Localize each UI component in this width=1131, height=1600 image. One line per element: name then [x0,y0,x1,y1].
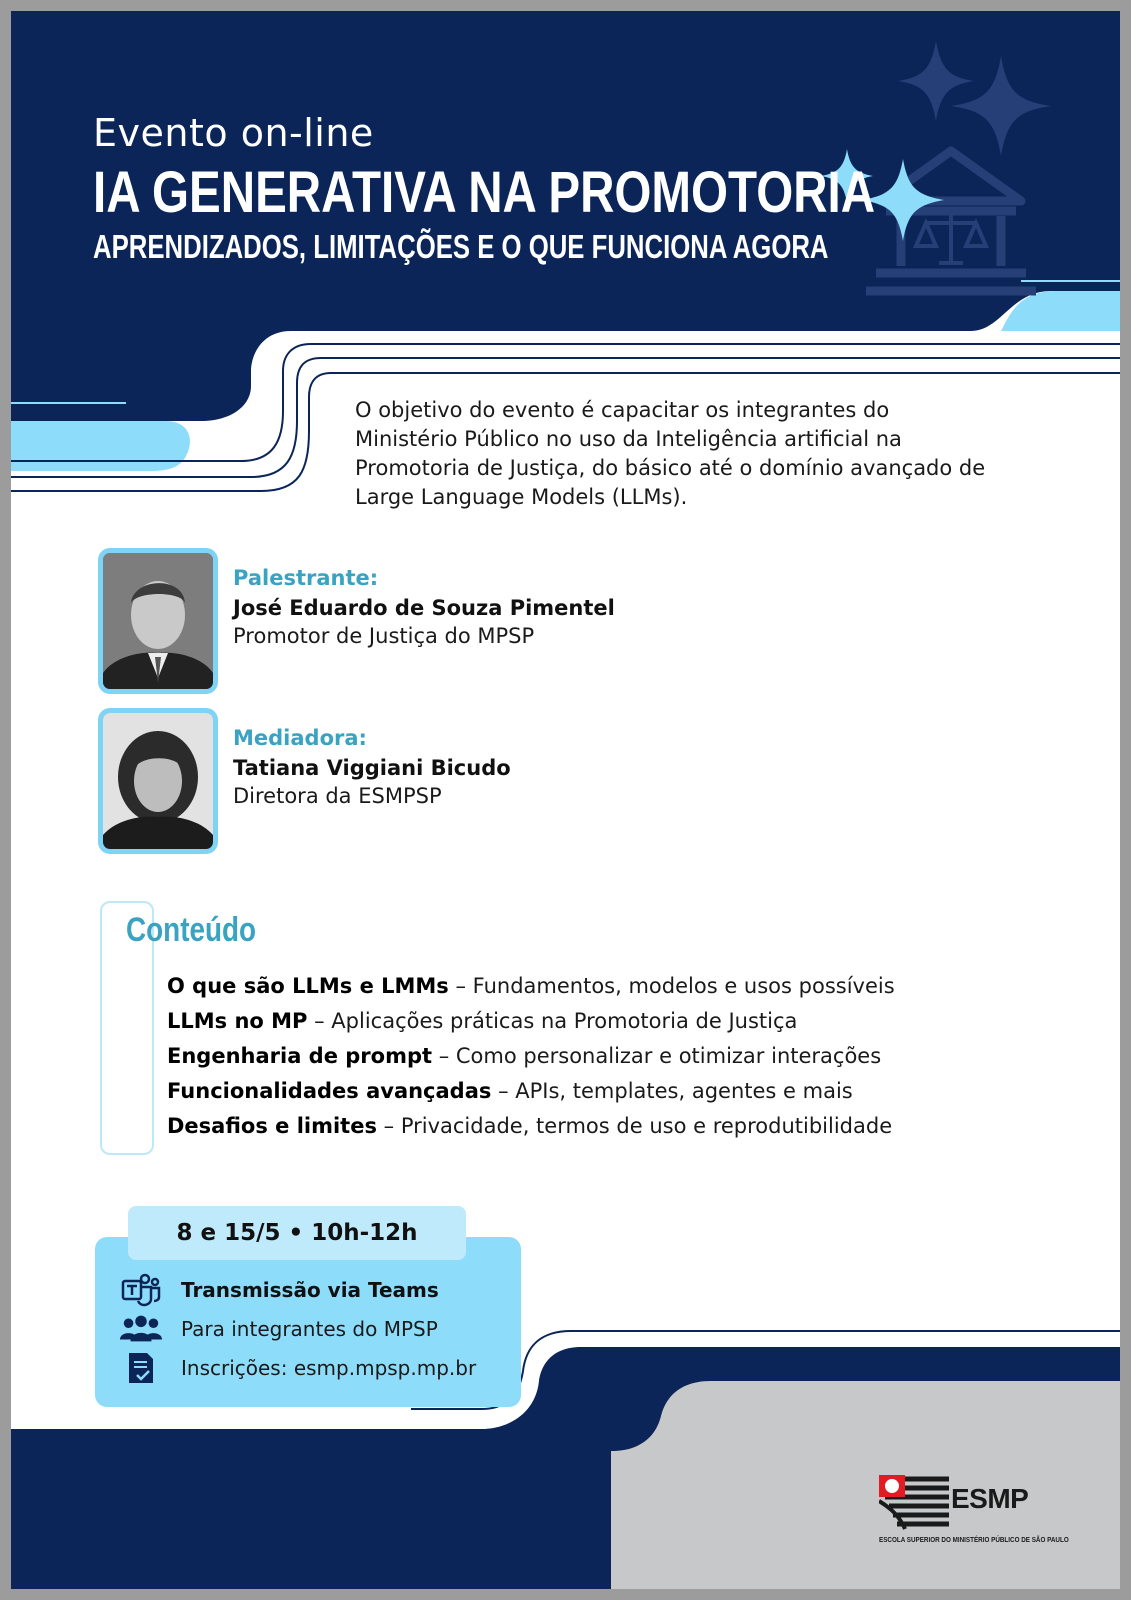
logo-caption: ESCOLA SUPERIOR DO MINISTÉRIO PÚBLICO DE SÃO PAULO [879,1537,1069,1544]
content-desc: – Como personalizar e otimizar interações [432,1044,882,1068]
content-topic: LLMs no MP [167,1009,308,1033]
content-desc: – APIs, templates, agentes e mais [491,1079,853,1103]
mediator-card [98,708,998,858]
registration-text: Inscrições: esmp.mpsp.mp.br [181,1356,477,1380]
content-desc: – Privacidade, termos de uso e reprodutibilidade [376,1114,893,1138]
content-heading: Conteúdo [126,911,257,949]
event-type-label: Evento on-line [93,111,374,155]
event-title: IA GENERATIVA NA PROMOTORIA [93,160,876,225]
content-topic: Funcionalidades avançadas [167,1079,492,1103]
mediator-role: Mediadora: [233,726,367,750]
people-group-icon [119,1312,163,1346]
teams-icon [119,1273,163,1307]
mediator-title: Diretora da ESMPSP [233,784,442,808]
mediator-name: Tatiana Viggiani Bicudo [233,756,511,780]
content-item [167,1074,895,1109]
mediator-photo [98,708,218,854]
content-topic: O que são LLMs e LMMs [167,974,449,998]
content-item [167,1039,895,1074]
transmission-row [119,1273,439,1307]
event-poster [11,11,1120,1589]
speaker-info [233,566,615,648]
mediator-info [233,726,511,808]
header [93,111,1047,266]
audience-text: Para integrantes do MPSP [181,1317,438,1341]
sao-paulo-flag-icon [879,1473,951,1533]
event-objective: O objetivo do evento é capacitar os integrantes do Ministério Público no uso da Inteligência artificial na Promotoria de Justiça, do básico até o domínio avançado de Large Language Models (LLMs). [355,398,986,509]
speaker-photo [98,548,218,694]
registration-form-icon [119,1351,163,1385]
speaker-title: Promotor de Justiça do MPSP [233,624,535,648]
esmp-logo [879,1473,1069,1553]
content-topic: Engenharia de prompt [167,1044,433,1068]
speaker-name: José Eduardo de Souza Pimentel [233,596,615,620]
event-schedule: 8 e 15/5 • 10h-12h [128,1206,466,1260]
speaker-card [98,548,998,698]
content-item [167,1004,895,1039]
event-subtitle: APRENDIZADOS, LIMITAÇÕES E O QUE FUNCIONA AGORA [93,228,829,265]
registration-row [119,1351,476,1385]
content-item [167,969,895,1004]
content-item [167,1109,895,1144]
content-list [167,969,895,1144]
audience-row [119,1312,438,1346]
transmission-text: Transmissão via Teams [181,1278,439,1302]
content-topic: Desafios e limites [167,1114,377,1138]
content-desc: – Fundamentos, modelos e usos possíveis [448,974,895,998]
logo-name: ESMP [951,1483,1029,1514]
content-desc: – Aplicações práticas na Promotoria de Justiça [307,1009,798,1033]
speaker-role: Palestrante: [233,566,379,590]
